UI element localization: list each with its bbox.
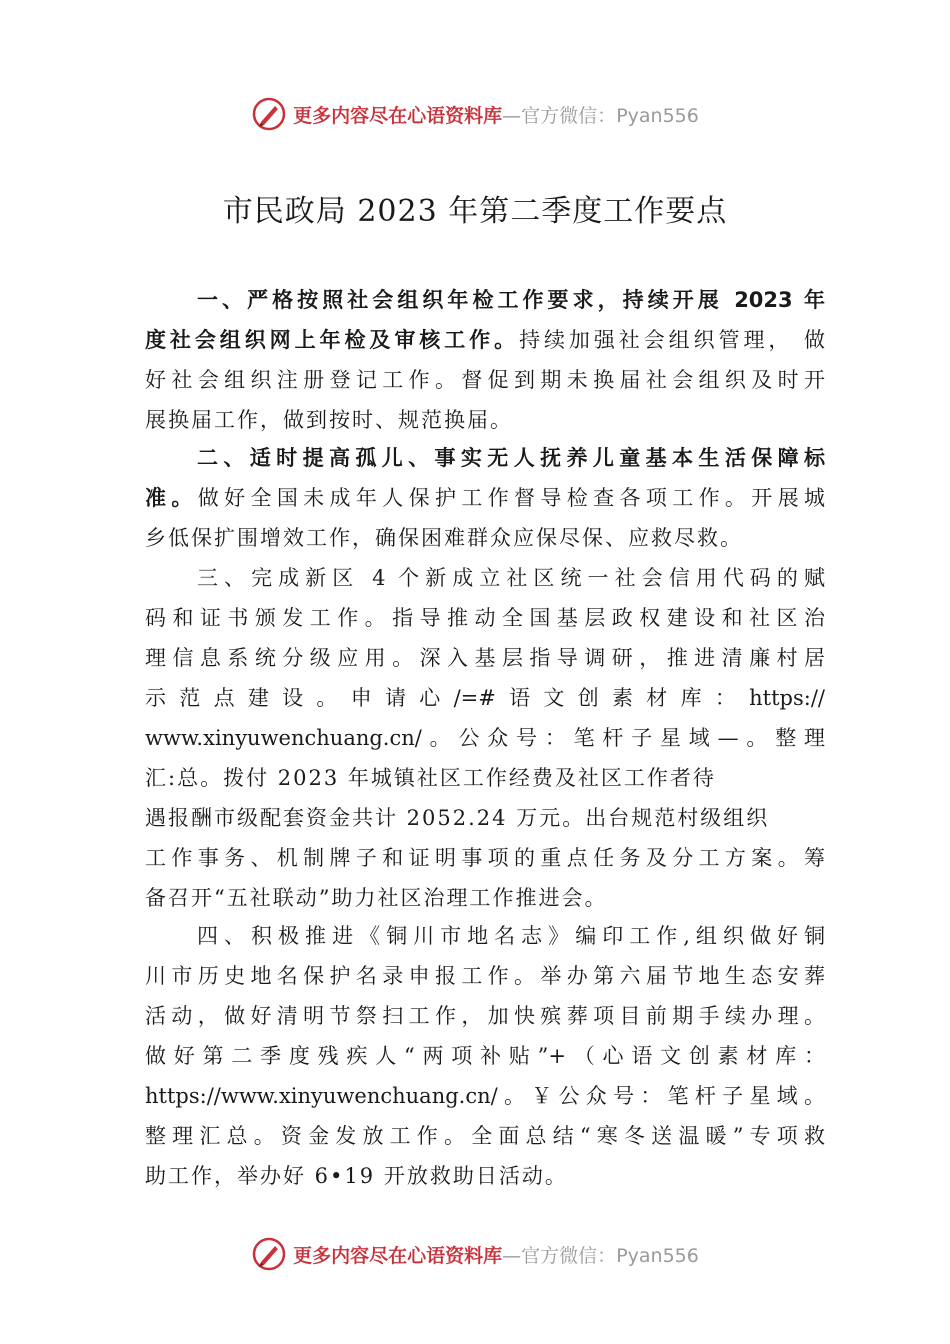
banner-wechat-label: 官方微信：: [521, 1244, 617, 1267]
banner-separator: —: [502, 104, 522, 127]
s3-line-5: www.xinyuwenchuang.cn/。公众号：笔杆子星域—。整理: [145, 726, 825, 750]
pen-logo-icon: [251, 1236, 287, 1272]
s3-line-6: 汇:总。拨付 2023 年城镇社区工作经费及社区工作者待: [145, 766, 716, 790]
s1-line-3: 好社会组织注册登记工作。督促到期未换届社会组织及时开: [145, 368, 825, 392]
banner-main-text: 更多内容尽在心语资料库: [293, 104, 503, 127]
s3-line-1: 三、完成新区 4 个新成立社区统一社会信用代码的赋: [197, 566, 825, 590]
footer-watermark-text: [293, 1241, 699, 1268]
s3-line-2: 码和证书颁发工作。指导推动全国基层政权建设和社区治: [145, 606, 825, 630]
pen-logo-icon: [251, 96, 287, 132]
s4-line-6: 整理汇总。资金发放工作。全面总结“寒冬送温暖”专项救: [145, 1124, 825, 1148]
s4-line-1: 四、积极推进《铜川市地名志》编印工作,组织做好铜: [197, 924, 825, 948]
s2-heading-line-2: 准。: [145, 486, 198, 510]
banner-separator: —: [502, 1244, 522, 1267]
s1-line-4: 展换届工作，做到按时、规范换届。: [145, 408, 513, 432]
s4-line-5: https://www.xinyuwenchuang.cn/。￥公众号：笔杆子星域。: [145, 1084, 825, 1108]
s1-line-2: [145, 320, 825, 360]
banner-main-text: 更多内容尽在心语资料库: [293, 1244, 503, 1267]
s1-heading-line-2: 度社会组织网上年检及审核工作。: [145, 328, 520, 352]
footer-watermark: [0, 1232, 950, 1276]
header-watermark: [0, 92, 950, 136]
banner-account: Pyan556: [616, 104, 699, 127]
s4-line-7: 助工作，举办好 6•19 开放救助日活动。: [145, 1164, 568, 1188]
s2-line-3: 乡低保扩围增效工作，确保困难群众应保尽保、应救尽救。: [145, 526, 743, 550]
s4-line-3: 活动，做好清明节祭扫工作，加快殡葬项目前期手续办理。: [145, 1004, 825, 1028]
s3-line-7: 遇报酬市级配套资金共计 2052.24 万元。出台规范村级组织: [145, 806, 770, 830]
s2-heading-line-1: 二、适时提高孤儿、事实无人抚养儿童基本生活保障标: [197, 446, 825, 470]
s3-line-9: 备召开“五社联动”助力社区治理工作推进会。: [145, 886, 608, 910]
s4-line-2: 川市历史地名保护名录申报工作。举办第六届节地生态安葬: [145, 964, 825, 988]
s3-line-3: 理信息系统分级应用。深入基层指导调研，推进清廉村居: [145, 646, 825, 670]
header-watermark-text: [293, 101, 699, 128]
document-title: 市民政局 2023 年第二季度工作要点: [222, 194, 728, 229]
s2-line-2-rest: 做好全国未成年人保护工作督导检查各项工作。开展城: [197, 486, 826, 510]
s2-line-2: [145, 478, 825, 518]
banner-account: Pyan556: [616, 1244, 699, 1267]
s1-line-2-rest: 持续加强社会组织管理， 做: [519, 328, 825, 352]
banner-wechat-label: 官方微信：: [521, 104, 617, 127]
s3-line-4: 示范点建设。申请心/=#语文创素材库：https://: [145, 686, 825, 710]
s1-heading-line-1: 一、严格按照社会组织年检工作要求，持续开展 2023 年: [197, 288, 825, 312]
s3-line-8: 工作事务、机制牌子和证明事项的重点任务及分工方案。筹: [145, 846, 825, 870]
s4-line-4: 做好第二季度残疾人“两项补贴”+（心语文创素材库：: [145, 1044, 825, 1068]
